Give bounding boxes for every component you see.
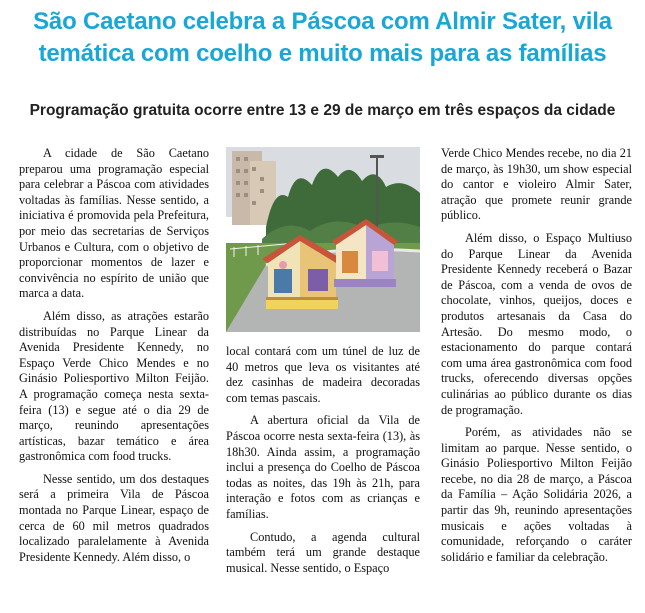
text-column-1 [19,146,209,572]
paragraph: local contará com um túnel de luz de 40 metros que leva os visitantes até dez casinhas de madeira decoradas com temas pascais. [226,344,420,405]
paragraph: A abertura oficial da Vila de Páscoa ocorre nesta sexta-feira (13), às 18h30. Ainda assim, a programação inclui a presença do Coelho de Páscoa todas as noites, das 19h às 21h, para interação e fotos com as crianças e famílias. [226,413,420,521]
paragraph: Nesse sentido, um dos destaques será a primeira Vila de Páscoa montada no Parque Linear, espaço de cerca de 60 mil metros quadrados localizado paralelamente à Avenida Presidente Kennedy. Além disso, o [19,471,209,564]
subtitle: Programação gratuita ocorre entre 13 e 29 de março em três espaços da cidade [29,102,616,119]
headline: São Caetano celebra a Páscoa com Almir Sater, vila temática com coelho e muito mais para as famílias [33,8,612,67]
paragraph: A cidade de São Caetano preparou uma programação especial para celebrar a Páscoa com atividades voltadas às famílias. Nesse sentido, a iniciativa é promovida pela Prefeitura, por meio das secretarias de Serviços Urbanos e Cultura, com o objetivo de proporcionar momentos de lazer e convivência no espírito de união que marca a data. [19,146,209,301]
easter-village-photo [226,147,420,332]
article-photo [226,147,420,332]
paragraph: Verde Chico Mendes recebe, no dia 21 de março, às 19h30, um show especial do cantor e violeiro Almir Sater, atração que promete reunir grande público. [441,146,632,223]
text-column-2 [226,344,420,583]
photo-lamp-head [370,155,384,158]
paragraph: Além disso, as atrações estarão distribuídas no Parque Linear da Avenida Presidente Kennedy, no Espaço Verde Chico Mendes e no Ginásio Poliesportivo Milton Feijão. A programação começa nesta sexta-feira (13) e segue até o dia 29 de março, reunindo apresentações artísticas, bazar temático e área gastronômica com food trucks. [19,308,209,464]
paragraph: Contudo, a agenda cultural também terá um grande destaque musical. Nesse sentido, o Espaço [226,529,420,575]
paragraph: Além disso, o Espaço Multiuso do Parque Linear da Avenida Presidente Kennedy receberá o Bazar de Páscoa, com a venda de ovos de chocolate, vinhos, queijos, doces e produtos artesanais da Casa do Artesão. Do mesmo modo, o estacionamento do parque contará com uma área gastronômica com food trucks, oferecendo diversas opções culinárias ao público durante os dias de programação. [441,230,632,417]
text-column-3 [441,146,632,572]
paragraph: Porém, as atividades não se limitam ao parque. Nesse sentido, o Ginásio Poliesportivo Milton Feijão recebe, no dia 28 de março, a Páscoa da Família – Ação Solidária 2026, a partir das 9h, reunindo apresentações musicais e ações voltadas à comunidade, reforçando o caráter solidário e familiar da celebração. [441,425,632,564]
